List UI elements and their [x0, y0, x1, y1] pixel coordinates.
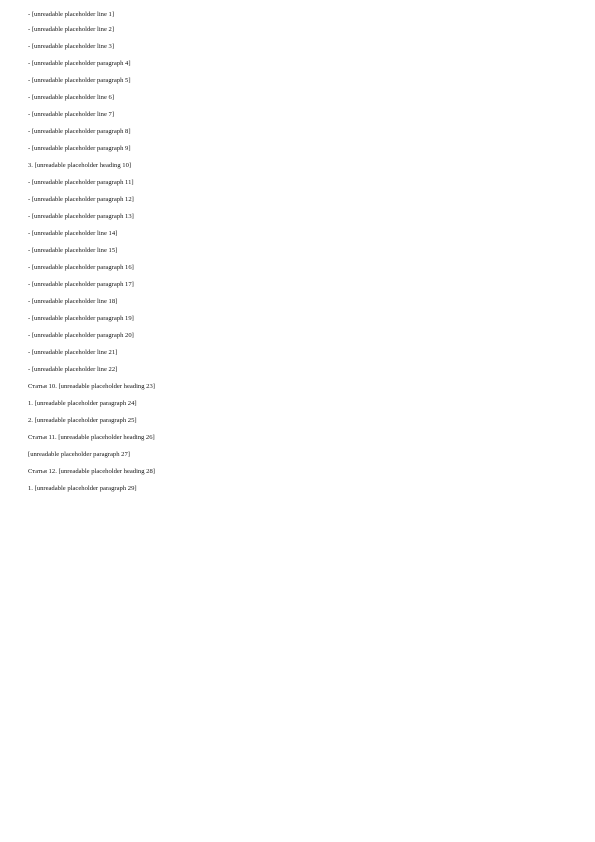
paragraph: - [unreadable placeholder paragraph 5]	[28, 77, 131, 84]
paragraph: - [unreadable placeholder paragraph 12]	[28, 196, 134, 203]
section-heading: 3. [unreadable placeholder heading 10]	[28, 162, 132, 169]
paragraph: - [unreadable placeholder line 15]	[28, 247, 118, 254]
paragraph: - [unreadable placeholder paragraph 20]	[28, 332, 134, 339]
paragraph: - [unreadable placeholder paragraph 13]	[28, 213, 134, 220]
paragraph: - [unreadable placeholder paragraph 17]	[28, 281, 134, 288]
paragraph: 2. [unreadable placeholder paragraph 25]	[28, 417, 137, 424]
paragraph: - [unreadable placeholder line 2]	[28, 26, 115, 33]
paragraph: - [unreadable placeholder line 3]	[28, 43, 115, 50]
paragraph: - [unreadable placeholder paragraph 16]	[28, 264, 134, 271]
paragraph: - [unreadable placeholder line 21]	[28, 349, 118, 356]
paragraph: - [unreadable placeholder paragraph 19]	[28, 315, 134, 322]
article-heading: Статья 12. [unreadable placeholder heading 28]	[28, 468, 155, 475]
article-heading: Статья 11. [unreadable placeholder heading 26]	[28, 434, 155, 441]
paragraph: - [unreadable placeholder paragraph 9]	[28, 145, 131, 152]
paragraph: 1. [unreadable placeholder paragraph 29]	[28, 485, 137, 492]
paragraph: - [unreadable placeholder line 1]	[28, 11, 115, 18]
paragraph: - [unreadable placeholder line 7]	[28, 111, 115, 118]
paragraph: - [unreadable placeholder line 18]	[28, 298, 118, 305]
paragraph: [unreadable placeholder paragraph 27]	[28, 451, 130, 458]
article-heading: Статья 10. [unreadable placeholder heading 23]	[28, 383, 155, 390]
paragraph: - [unreadable placeholder paragraph 8]	[28, 128, 131, 135]
paragraph: 1. [unreadable placeholder paragraph 24]	[28, 400, 137, 407]
paragraph: - [unreadable placeholder line 22]	[28, 366, 118, 373]
paragraph: - [unreadable placeholder paragraph 4]	[28, 60, 131, 67]
paragraph: - [unreadable placeholder line 14]	[28, 230, 118, 237]
paragraph: - [unreadable placeholder paragraph 11]	[28, 179, 134, 186]
paragraph: - [unreadable placeholder line 6]	[28, 94, 115, 101]
